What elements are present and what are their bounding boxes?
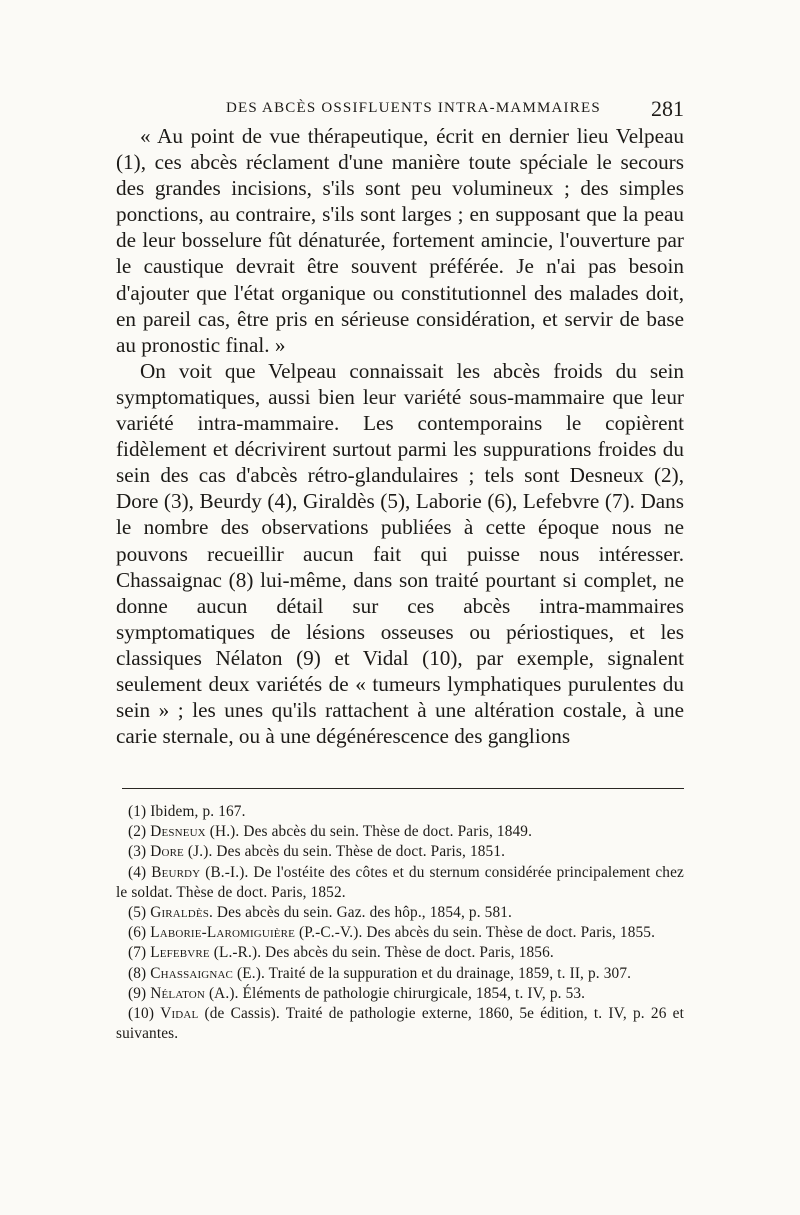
- footnote: [116, 964, 684, 984]
- footnote-text: (P.-C.-V.). Des abcès du sein. Thèse de doct. Paris, 1855.: [299, 924, 656, 942]
- footnote-author: Dore: [150, 843, 184, 861]
- footnote-number: (3): [128, 843, 147, 861]
- footnote-author: Chassaignac: [150, 964, 234, 982]
- footnote-text: (H.). Des abcès du sein. Thèse de doct. Paris, 1849.: [209, 823, 533, 841]
- footnote-number: (10): [128, 1005, 155, 1023]
- footnote-text: (A.). Éléments de pathologie chirurgicale, 1854, t. IV, p. 53.: [208, 984, 586, 1002]
- footnote: [116, 863, 684, 903]
- footnote-text: (B.-I.). De l'ostéite des côtes et du sternum considérée principalement chez le soldat. Thèse de doct. Paris, 1852.: [116, 863, 684, 901]
- footnote-number: (1): [128, 803, 147, 820]
- footnote-author: Beurdy: [151, 863, 201, 881]
- footnote: [116, 923, 684, 943]
- footnote-divider: [122, 788, 684, 789]
- footnote-number: (8): [128, 964, 147, 982]
- footnote: [116, 943, 684, 963]
- running-title: DES ABCÈS OSSIFLUENTS INTRA-MAMMAIRES: [226, 100, 601, 116]
- footnote: [116, 802, 684, 822]
- footnote-author: Laborie-Laromiguière: [150, 924, 296, 942]
- footnote-number: (9): [128, 984, 147, 1002]
- footnote-number: (6): [128, 924, 147, 942]
- footnote-author: Giraldès: [150, 904, 209, 922]
- footnote: [116, 903, 684, 923]
- footnote-author: Vidal: [160, 1005, 199, 1023]
- footnote-text: (L.-R.). Des abcès du sein. Thèse de doct. Paris, 1856.: [213, 944, 554, 962]
- footnote-author: Lefebvre: [150, 944, 210, 962]
- paragraph-body: On voit que Velpeau connaissait les abcès froids du sein symptomatiques, aussi bien leur variété sous-mammaire que leur variété intra-mammaire. Les contemporains le copièrent fidèlement et décrivirent surtout parmi les suppurations froides du sein des cas d'abcès rétro-glandulaires ; tels sont Desneux (2), Dore (3), Beurdy (4), Giraldès (5), Laborie (6), Lefebvre (7). Dans le nombre des observations publiées à cette époque nous ne pouvons recueillir aucun fait qui puisse nous intéresser. Chassaignac (8) lui-même, dans son traité pourtant si complet, ne donne aucun détail sur ces abcès intra-mammaires symptomatiques de lésions osseuses ou périostiques, et les classiques Nélaton (9) et Vidal (10), par exemple, signalent seulement deux variétés de « tumeurs lymphatiques purulentes du sein » ; les unes qu'ils rattachent à une altération costale, à une carie sternale, ou à une dégénérescence des ganglions: [116, 358, 684, 749]
- footnotes: [116, 802, 684, 1044]
- footnote-author: Desneux: [150, 823, 206, 841]
- footnote-text: (J.). Des abcès du sein. Thèse de doct. Paris, 1851.: [187, 843, 506, 861]
- footnote: [116, 842, 684, 862]
- footnote-text: (de Cassis). Traité de pathologie externe, 1860, 5e édition, t. IV, p. 26 et suivantes.: [116, 1005, 684, 1043]
- footnote: [116, 822, 684, 842]
- main-text: [116, 123, 684, 749]
- footnote-number: (2): [128, 823, 147, 841]
- footnote: [116, 984, 684, 1004]
- footnote-number: (5): [128, 904, 147, 922]
- footnote-number: (4): [128, 863, 147, 881]
- paragraph-quote: « Au point de vue thérapeutique, écrit en dernier lieu Velpeau (1), ces abcès réclament d'une manière toute spéciale le secours des grandes incisions, s'ils sont peu volumineux ; des simples ponctions, au contraire, s'ils sont larges ; en supposant que la peau de leur bosselure fût dénaturée, fortement amincie, l'ouverture par le caustique devrait être souvent préférée. Je n'ai pas besoin d'ajouter que l'état organique ou constitutionnel des malades doit, en pareil cas, être pris en sérieuse considération, et servir de base au pronostic final. »: [116, 124, 684, 357]
- footnote-number: (7): [128, 944, 147, 962]
- page-number: 281: [651, 96, 684, 121]
- footnote-text: Ibidem, p. 167.: [150, 803, 246, 820]
- footnote-text: (E.). Traité de la suppuration et du drainage, 1859, t. II, p. 307.: [237, 964, 632, 982]
- page-header: [116, 96, 684, 122]
- footnote-author: Nélaton: [150, 984, 205, 1002]
- footnote: [116, 1004, 684, 1044]
- footnote-text: . Des abcès du sein. Gaz. des hôp., 1854, p. 581.: [208, 904, 513, 922]
